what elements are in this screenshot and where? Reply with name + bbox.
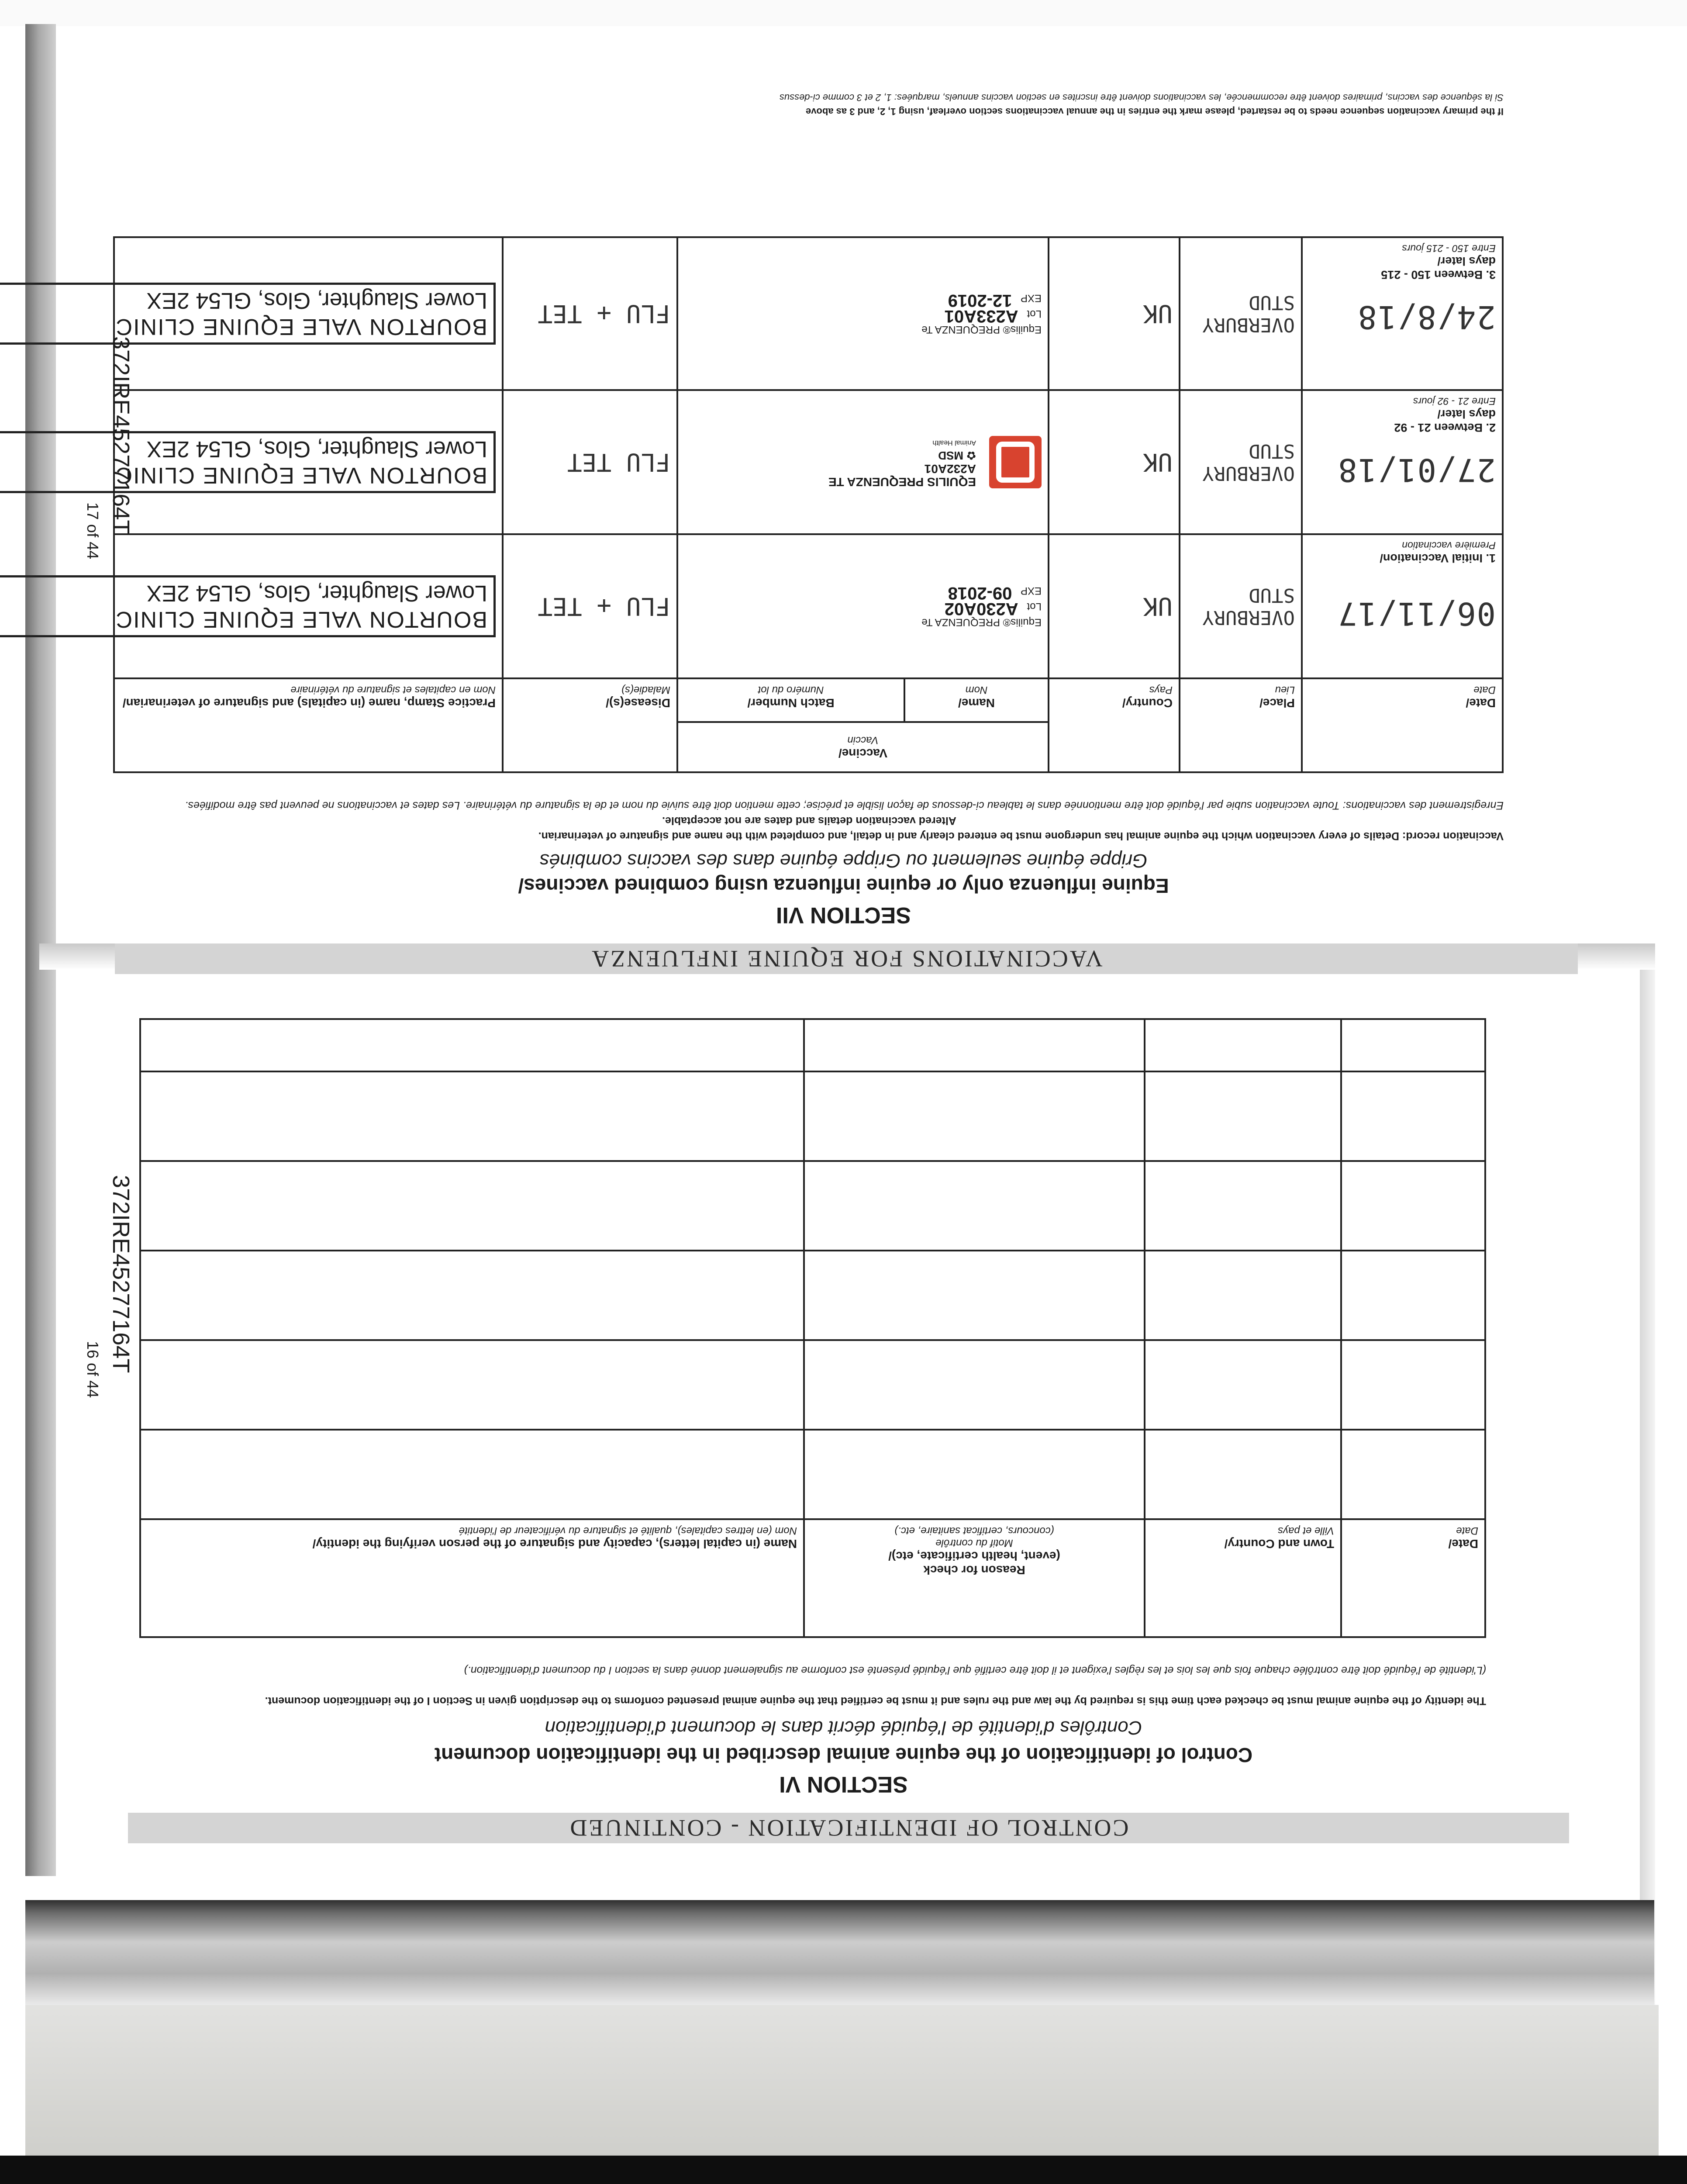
table-row <box>140 1019 1485 1071</box>
table-row <box>140 1430 1485 1519</box>
practice-stamp-cell <box>114 390 503 534</box>
vaccination-place: OVERBURY STUD <box>1202 291 1295 336</box>
vaccination-disease: FLU TET <box>567 448 670 477</box>
section-vii-title: SECTION VII <box>776 902 911 928</box>
section-vii-paragraph-en2: Altered vaccination details and dates are not acceptable. <box>662 815 956 827</box>
document-id-page16: 372IRE45277164T <box>108 1175 134 1373</box>
vaccination-disease: FLU + TET <box>538 299 670 328</box>
vaccination-table <box>113 236 1504 773</box>
practice-stamp-cell <box>114 237 503 390</box>
header-vaccine-name: Name/ Nom <box>904 678 1049 722</box>
page-number-16: 16 of 44 <box>84 1341 102 1398</box>
vaccination-date: 24/8/18 <box>1357 299 1496 335</box>
vaccination-place: OVERBURY STUD <box>1202 584 1295 629</box>
section-vi-subtitle-en: Control of identification of the equine animal described in the identification document <box>434 1744 1253 1766</box>
vaccine-logo-icon <box>989 436 1042 488</box>
header-name: Name (in capital letters), capacity and signature of the person verifying the identity/ Nom (en lettres capitales), qualité et signature du vérificateur de l'identité <box>140 1519 804 1637</box>
vaccination-disease: FLU + TET <box>538 592 670 621</box>
section-vii-paragraph-fr: Enregistrement des vaccinations: Toute vaccination subie par l'équidé doit être mentionnée dans le tableau ci-dessous de façon lisible et précise; cette mention doit être suivie du nom et de la signature du vétérinaire. Les dates et vaccinations ne peuvent pas être modifiées. <box>185 799 1504 812</box>
vaccination-place: OVERBURY STUD <box>1202 440 1295 484</box>
section-vii-footnote-fr: Si la séquence des vaccins, primaires doivent être recommencée, les vaccinations doivent être inscrites en section vaccins annuels, marquées: 1, 2 et 3 comme ci-dessus <box>779 92 1504 103</box>
table-row <box>140 1071 1485 1161</box>
header-date: Date/ Date <box>1341 1519 1485 1637</box>
row-label-cell: 06/11/17 1. Initial Vaccination/ Première vaccination <box>1302 534 1503 678</box>
vaccination-header-row <box>114 722 1503 772</box>
vaccine-sticker: Equilis® PREQUENZA Te Lot A233A01 EXP 12-2019 <box>677 237 1049 390</box>
table-row <box>140 1161 1485 1251</box>
header-disease: Disease(s)/ Maladie(s) <box>503 678 677 772</box>
vaccination-row-2: 27/01/18 2. Between 21 - 92 days later/ Entre 21 - 92 jours OVERBURY STUD UK EQUILIS PREQUENZA TE A232A01 ✿ MSD Animal Health FLU TET BOURTON VALE EQUINE CLINIC Lower Slaughter, Glos, GL54 2EX <box>114 390 1503 534</box>
header-date: Date/ Date <box>1302 678 1503 772</box>
practice-stamp: BOURTON VALE EQUINE CLINIC Lower Slaughter, Glos, GL54 2EX <box>0 283 496 345</box>
header-country: Country/ Pays <box>1049 678 1180 772</box>
header-place: Place/ Lieu <box>1180 678 1302 772</box>
table-row <box>140 1251 1485 1340</box>
header-stamp: Practice Stamp, name (in capitals) and signature of veterinarian/ Nom en capitales et signature du vétérinaire <box>114 678 503 772</box>
vaccination-country: UK <box>1143 592 1173 621</box>
section-vi-subtitle-fr: Contrôles d'identité de l'équidé décrit dans le document d'identification <box>545 1717 1142 1738</box>
header-town: Town and Country/ Ville et pays <box>1145 1519 1341 1637</box>
page-number-17: 17 of 44 <box>84 502 102 560</box>
header-reason: Reason for check (event, health certificate, etc)/ Motif du contrôle (concours, certificat sanitaire, etc.) <box>804 1519 1145 1637</box>
header-vaccine: Vaccine/ Vaccin <box>677 722 1049 772</box>
section-vii-footnote-en: If the primary vaccination sequence needs to be restarted, please mark the entries in the annual vaccinations section overleaf, using 1, 2, and 3 as above <box>805 106 1504 117</box>
section-vi-banner: CONTROL OF IDENTIFICATION - CONTINUED <box>128 1813 1569 1843</box>
section-vi-paragraph-en: The identity of the equine animal must be checked each time this is required by the law and the rules and it must be certified that the equine animal presented conforms to the description given in Section I of the identification document. <box>265 1695 1486 1707</box>
identity-check-table <box>139 1018 1486 1638</box>
header-batch: Batch Number/ Numéro du lot <box>677 678 904 722</box>
table-row <box>140 1340 1485 1430</box>
vaccination-row-1 <box>114 534 1503 678</box>
msd-logo-icon: ✿ <box>963 449 976 462</box>
practice-stamp: BOURTON VALE EQUINE CLINIC Lower Slaughter, Glos, GL54 2EX <box>0 431 496 493</box>
identity-check-header-row <box>140 1519 1485 1637</box>
vaccination-country: UK <box>1143 299 1173 328</box>
vaccination-row-3: 24/8/18 3. Between 150 - 215 days later/ Entre 150 - 215 jours OVERBURY STUD UK Equilis® PREQUENZA Te Lot A233A01 EXP 12-2019 FLU + TET BOURTON VALE EQUINE CLINIC Lower Slaughter, Glos, GL54 2EX <box>114 237 1503 390</box>
vaccination-date: 27/01/18 <box>1337 452 1496 488</box>
practice-stamp: BOURTON VALE EQUINE CLINIC Lower Slaughter, Glos, GL54 2EX <box>0 575 496 637</box>
section-vi-title: SECTION VI <box>779 1772 908 1797</box>
vaccine-sticker: EQUILIS PREQUENZA TE A232A01 ✿ MSD Animal Health <box>677 390 1049 534</box>
document-id-page17: 372IRE45277164T <box>108 336 134 535</box>
section-vii-subtitle-fr: Grippe équine seulement ou Grippe équine dans des vaccins combinés <box>539 850 1148 871</box>
vaccine-sticker: Equilis® PREQUENZA Te Lot A230A02 EXP 09-2018 <box>677 534 1049 678</box>
vaccination-date: 06/11/17 <box>1337 595 1496 632</box>
vaccination-country: UK <box>1143 448 1173 477</box>
section-vii-banner: VACCINATIONS FOR EQUINE INFLUENZA <box>115 943 1578 974</box>
section-vii-paragraph-en: Vaccination record: Details of every vaccination which the equine animal has undergone must be entered clearly and in detail, and completed with the name and signature of veterinarian. <box>538 830 1504 842</box>
practice-stamp-cell <box>114 534 503 678</box>
section-vi-paragraph-fr: (L'identité de l'équidé doit être contrôlée chaque fois que les lois et les règles l'exigent et il doit être certifié que l'équidé présenté est conforme au signalement donné dans la section I du document d'identification.) <box>464 1664 1486 1676</box>
section-vii-subtitle-en: Equine influenza only or equine influenza using combined vaccines/ <box>518 874 1169 897</box>
